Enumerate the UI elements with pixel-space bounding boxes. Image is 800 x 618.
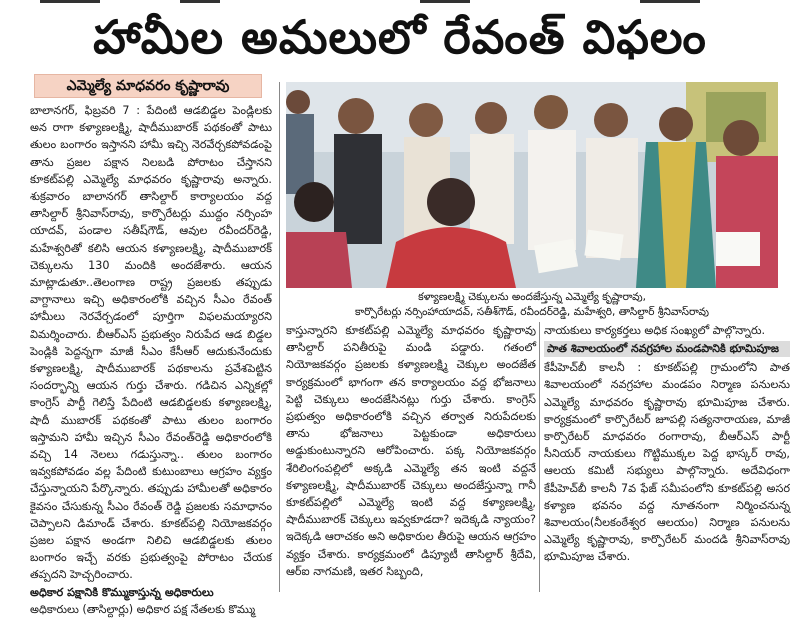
column-divider [279,82,280,592]
top-clipped-strip [0,0,800,5]
column-divider [539,322,540,592]
headline: హామీల అమలులో రేవంత్ విఫలం [93,10,707,64]
article-column-3 [544,322,790,592]
article-paragraph: కేపీహెచ్‌బీ కాలనీ : కూకట్‌పల్లి గ్రామంలోని పాత శివాలయంలో నవగ్రహాల మండపం నిర్మాణ పనులను ఎమ్మెల్యే మాధవరం కృష్ణారావు భూమిపూజ చేశారు. కార్యక్రమంలో కార్పొరేటర్ జూపల్లి సత్యనారాయణ, మాజీ కార్పొరేటర్ మాధవరం రంగారావు, బీఆర్‌ఎస్ పార్టీ సీనియర్ నాయకులు గొట్టిముక్కల పెద్ద భాస్కర్ రావు, ఆలయ కమిటీ సభ్యులు పాల్గొన్నారు. అదేవిధంగా కేపీహెచ్‌బీ కాలనీ 7వ ఫేజ్ సమీపంలోని కూకట్‌పల్లి అసర కళ్యాణ భవనం వద్ద నూతనంగా నిర్మించనున్న శివాలయం(నీలకంఠేశ్వర ఆలయం) నిర్మాణ పనులను ఎమ్మెల్యే కృష్ణారావు, కార్పొరేటర్ మందడి శ్రీనివాస్‌రావు భూమిపూజ చేశారు. [544,361,790,564]
article-paragraph: బాలానగర్, ఫిబ్రవరి 7 : పేదింటి ఆడబిడ్డల పెండ్లిలకు అన రాగా కళ్యాణలక్ష్మి, షాదీముబారక్ పథకంతో పాటు తులం బంగారం ఇస్తానని హామీ ఇచ్చి నెరవేర్చకపోవడంపై తాను ప్రజల పక్షాన నిలబడి పోరాటం చేస్తానని కూకట్‌పల్లి ఎమ్మెల్యే మాధవరం కృష్ణారావు అన్నారు. శుక్రవారం బాలానగర్ తాసిల్దార్ కార్యాలయం వద్ద తాసిల్దార్ శ్రీనివాస్‌రావు, కార్పొరేటర్లు ముద్దం నర్సింహ యాదవ్, పండాల సతీష్‌గౌడ్, ఆవుల రవీందర్‌రెడ్డి, మహేశ్వరితో కలిసి ఆయన కళ్యాణలక్ష్మి, షాదీముబారక్ చెక్కులను 130 మందికి అందజేశారు. ఆయన మాట్లాడుతూ..తెలంగాణ రాష్ట్ర ప్రజలకు తప్పుడు వాగ్దానాలు ఇచ్చి అధికారంలోకి వచ్చిన సీఎం రేవంత్ హామీలు నెరవేర్చడంలో పూర్తిగా విఫలమయ్యారని విమర్శించారు. బీఆర్‌ఎస్ ప్రభుత్వం నిరుపేద ఆడ బిడ్డల పెండ్లికి పెద్దన్నగా మాజీ సీఎం కేసీఆర్ ఆదుకునేందుకు కళ్యాణలక్ష్మి, షాదీముబారక్ పథకాలను ప్రవేశపెట్టిన సందర్భాన్ని ఆయన గుర్తు చేశారు. గడిచిన ఎన్నికల్లో కాంగ్రెస్ పార్టీ గెలిస్తే పేదింటి ఆడబిడ్డలకు కళ్యాణలక్ష్మి, షాదీ ముబారక్ పథకంతో పాటు తులం బంగారం ఇస్తామని హామీ ఇచ్చిన సీఎం రేవంత్‌రెడ్డి అధికారంలోకి వచ్చి 14 నెలలు గడుస్తున్నా.. తులం బంగారం ఇవ్వకపోవడం వల్ల పేదింటి కుటుంబాలు ఆగ్రహం వ్యక్తం చేస్తున్నాయని పేర్కొన్నారు. తప్పుడు హామీలతో అధికారం కైవసం చేసుకున్న సీఎం రేవంత్ రెడ్డి ప్రజలకు సమాధానం చెప్పాలని డిమాండ్ చేశారు. కూకట్‌పల్లి నియోజకవర్గం ప్రజల పక్షాన అండగా నిలిచి ఆడబిడ్డలకు తులం బంగారం ఇచ్చే వరకు ప్రభుత్వంపై పోరాటం చేయక తప్పదని హెచ్చరించారు. [30,104,272,582]
photo-caption [286,290,778,320]
article-paragraph: అధికారులు (తాసిల్దార్లు) అధికార పక్ష నేతలకు కొమ్ము [30,602,256,616]
article-column-1 [30,102,272,616]
side-story-heading: పాత శివాలయంలో నవగ్రహాల మండపానికి భూమిపూజ [544,341,790,357]
sub-heading: అధికార పక్షానికి కొమ్ముకాస్తున్న అధికారులు [30,585,214,599]
news-photo [286,82,778,288]
article-paragraph: కాస్తున్నారని కూకట్‌పల్లి ఎమ్మెల్యే మాధవరం కృష్ణారావు తాసిల్దార్ పనితీరుపై మండి పడ్డారు. గతంలో నియోజకవర్గం ప్రజలకు కళ్యాణలక్ష్మి చెక్కుల అందజేత కార్యక్రమంలో భాగంగా తన కార్యాలయం వద్ద భోజనాలు పెట్టి చెక్కులు అందజేసినట్లు గుర్తు చేశారు. కాంగ్రెస్ ప్రభుత్వం అధికారంలోకి వచ్చిన తర్వాత నిరుపేదలకు తాను భోజనాలు పెట్టకుండా అధికారులు అడ్డుకుంటున్నారని ఆరోపించారు. పక్క నియోజకవర్గం శేరిలింగంపల్లిలో అక్కడి ఎమ్మెల్యే తన ఇంటి వద్దనే కళ్యాణలక్ష్మి, షాదీముబారక్ చెక్కులు అందజేస్తున్నా గానీ కూకట్‌పల్లిలో ఎమ్మెల్యే ఇంటి వద్ద కళ్యాణలక్ష్మి, షాదీముబారక్ చెక్కులు ఇవ్వకూడదా? ఇదెక్కడి న్యాయం?ఇదెక్కడి ఆరాచకం అని అధికారుల తీరుపై ఆయన ఆగ్రహం వ్యక్తం చేశారు. కార్యక్రమంలో డిప్యూటీ తాసిల్దార్ శ్రీదేవి, ఆర్‌ఐ నాగమణి, ఇతర సిబ్బంది, [286,324,536,578]
subheadline: ఎమ్మెల్యే మాధవరం కృష్ణారావు [34,74,262,98]
caption-line-2: కార్పొరేటర్లు నర్సింహాయాదవ్, సతీశ్‌గౌడ్, రవీందర్‌రెడ్డి, మహేశ్వరి, తాసిల్దార్ శ్రీనివాస్‌రావు [355,306,709,318]
caption-line-1: కళ్యాణలక్ష్మి చెక్కులను అందజేస్తున్న ఎమ్మెల్యే కృష్ణారావు, [418,291,646,303]
article-paragraph: నాయకులు కార్యకర్తలు అధిక సంఖ్యలో పాల్గొన్నారు. [544,324,766,337]
article-column-2 [286,322,536,592]
